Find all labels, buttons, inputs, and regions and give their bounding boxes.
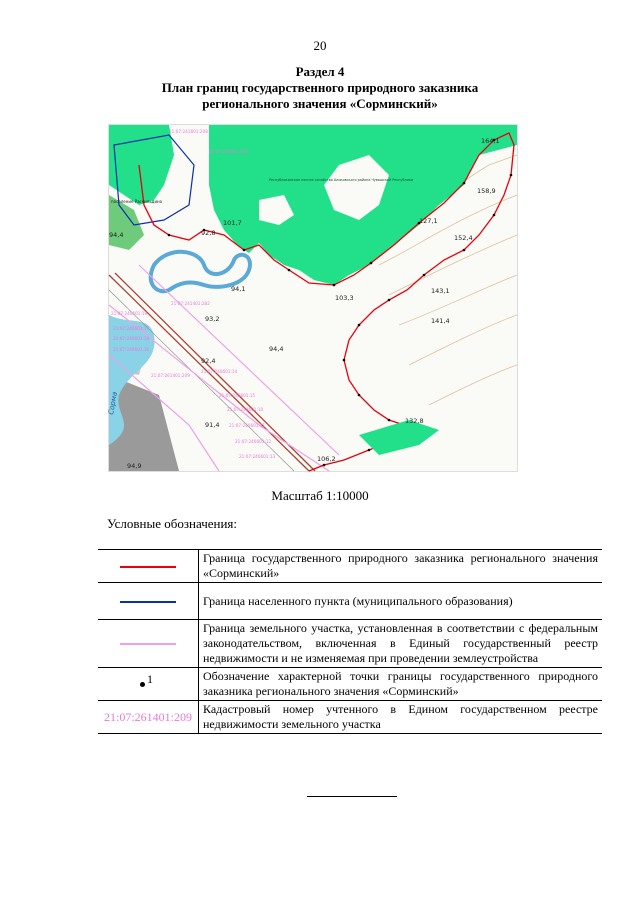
elevation-label: 158,9 [477, 187, 496, 195]
elevation-label: 127,1 [419, 217, 438, 225]
legend-symbol [98, 583, 199, 620]
cadastral-label: 21:07:240603:18 [113, 336, 150, 341]
legend-row-reserve-boundary [98, 550, 602, 583]
elevation-label: 94,1 [231, 285, 246, 293]
legend-row-characteristic-point [98, 668, 602, 701]
elevation-label: 91,4 [205, 421, 220, 429]
cadastral-label: 21:07:240601:14 [201, 369, 238, 374]
legend-symbol [98, 620, 199, 668]
cadastral-label: 21:07:261401:209 [151, 373, 190, 378]
legend-symbol [98, 668, 199, 701]
red-line-symbol [120, 566, 176, 568]
legend-symbol [98, 550, 199, 583]
section-heading: Раздел 4 [295, 64, 345, 79]
legend-row-settlement-boundary [98, 583, 602, 620]
boundary-map [108, 124, 518, 472]
cadastral-label: 21:07:240603:17 [113, 326, 150, 331]
page-number: 20 [313, 38, 327, 53]
river-label: Сорма [107, 391, 119, 416]
elevation-label: 132,8 [405, 417, 424, 425]
cadastral-label: 21:07:241401:282 [171, 301, 210, 306]
elevation-label: 94,4 [109, 231, 124, 239]
settlement-caption: поселение Раскильдино [111, 199, 163, 204]
legend-row-parcel-boundary [98, 620, 602, 668]
map-scale: Масштаб 1:10000 [271, 488, 369, 503]
legend-row-cadastral-number [98, 701, 602, 734]
elevation-label: 94,4 [269, 345, 284, 353]
legend-description: Кадастровый номер учтенного в Едином государственном реестре недвижимости земельного участка [199, 701, 603, 734]
cadastral-label: 21:07:241601:208 [169, 129, 208, 134]
point-symbol [138, 674, 158, 690]
elevation-label: 143,1 [431, 287, 450, 295]
forest-caption: Республиканское лесное хозяйство Аликовского района Чувашской Республики [269, 178, 414, 182]
elevation-label: 92,4 [201, 357, 216, 365]
cadastral-number-example: 21:07:261401:209 [103, 709, 192, 724]
cadastral-label: 21:07:240601:12 [235, 439, 272, 444]
legend-table [98, 549, 602, 734]
elevation-label: 164,1 [481, 137, 500, 145]
footer-divider [307, 796, 397, 797]
cadastral-label: 21:07:240601:11 [229, 423, 266, 428]
cadastral-label: 21:07:240601:15 [219, 393, 256, 398]
cadastral-label: 21:07:241601:283 [209, 149, 248, 154]
cadastral-label: 21:07:240601:10 [227, 407, 264, 412]
elevation-label: 152,4 [454, 234, 473, 242]
elevation-label: 93,2 [205, 315, 220, 323]
point-number: 1 [147, 672, 153, 686]
cadastral-label: 21:07:240601:19 [111, 311, 148, 316]
legend-description: Обозначение характерной точки границы государственного природного заказника регионального значения «Сорминский» [199, 668, 603, 701]
legend-symbol [98, 701, 199, 734]
legend-description: Граница населенного пункта (муниципального образования) [199, 583, 603, 620]
legend-description: Граница земельного участка, установленная в соответствии с федеральным законодательством, включенная в Единый государственный реестр недвижимости и не изменяемая при проведении землеустройства [199, 620, 603, 668]
elevation-label: 141,4 [431, 317, 450, 325]
legend-title: Условные обозначения: [107, 516, 238, 531]
elevation-label: 106,2 [317, 455, 336, 463]
pink-line-symbol [120, 643, 176, 645]
section-title-line-2: регионального значения «Сорминский» [202, 96, 438, 111]
section-title-line-1: План границ государственного природного заказника [161, 80, 479, 95]
elevation-label: 92,8 [201, 229, 216, 237]
section-header [0, 64, 640, 112]
elevation-label: 103,3 [335, 294, 354, 302]
blue-line-symbol [120, 601, 176, 603]
cadastral-label: 21:07:240601:13 [239, 454, 276, 459]
legend-description: Граница государственного природного заказника регионального значения «Сорминский» [199, 550, 603, 583]
cadastral-label: 21:07:240603:16 [113, 347, 150, 352]
elevation-label: 94,9 [127, 462, 142, 470]
point-dot-icon [140, 682, 145, 687]
elevation-label: 101,7 [223, 219, 242, 227]
